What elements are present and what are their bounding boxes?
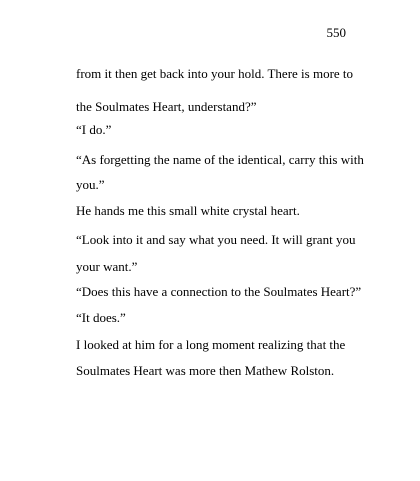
text-line: “Does this have a connection to the Soulmates Heart?”	[76, 284, 362, 299]
text-line: your want.”	[76, 259, 138, 274]
text-line: “Look into it and say what you need. It will grant you	[76, 232, 356, 247]
text-line: from it then get back into your hold. There is more to	[76, 66, 354, 81]
text-line: the Soulmates Heart, understand?”	[76, 99, 257, 114]
text-line: “As forgetting the name of the identical, carry this with	[76, 152, 364, 167]
text-line: Soulmates Heart was more then Mathew Rolston.	[76, 363, 335, 378]
text-line: I looked at him for a long moment realizing that the	[76, 337, 346, 352]
text-line: He hands me this small white crystal heart.	[76, 203, 300, 218]
text-line: you.”	[76, 177, 105, 192]
page-number: 550	[326, 25, 346, 40]
text-line: “I do.”	[76, 122, 112, 137]
text-line: “It does.”	[76, 310, 126, 325]
